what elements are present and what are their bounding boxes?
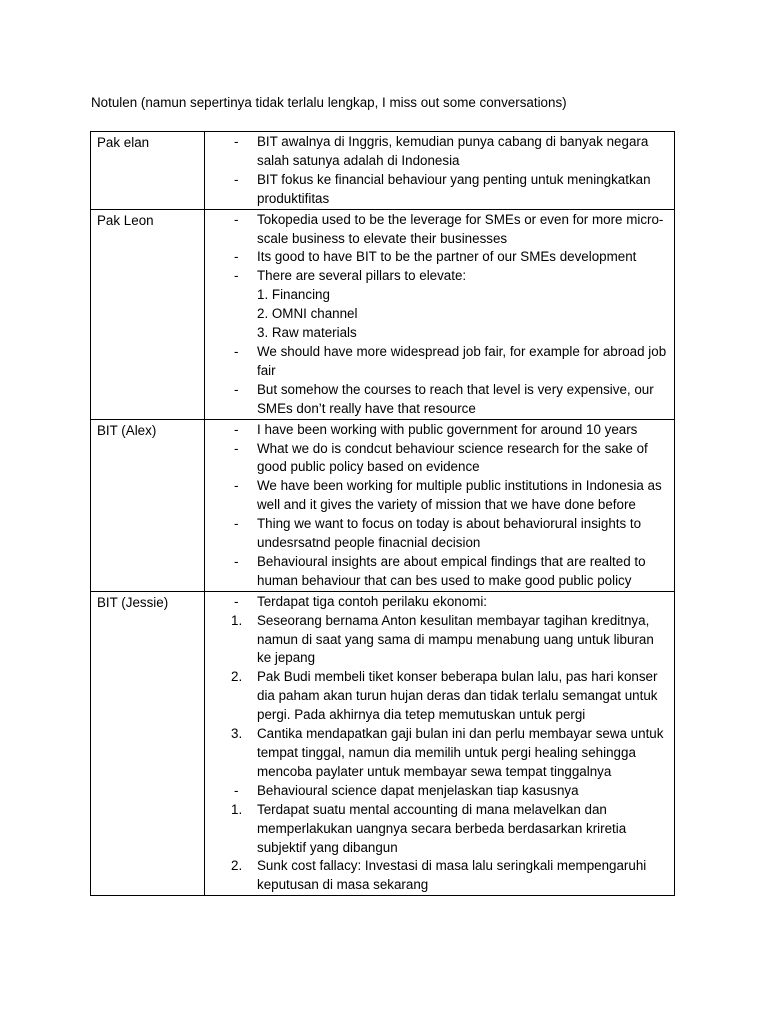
bullet-marker: - xyxy=(234,516,239,532)
list-item-text: But somehow the courses to reach that level is very expensive, our SMEs don’t really have that resource xyxy=(257,381,654,416)
list-item-text: Terdapat tiga contoh perilaku ekonomi: xyxy=(257,593,488,609)
list-item-text: I have been working with public government for around 10 years xyxy=(257,421,638,437)
list-item xyxy=(205,477,668,515)
list-item xyxy=(205,553,668,591)
bullet-marker: - xyxy=(234,421,239,437)
table-row xyxy=(91,209,675,419)
list-item xyxy=(205,612,668,669)
bullet-marker: - xyxy=(234,134,239,149)
list-item xyxy=(205,440,668,478)
list-item xyxy=(205,668,668,725)
bullet-marker: - xyxy=(234,782,239,798)
notes-cell xyxy=(205,132,675,210)
list-item-text: Its good to have BIT to be the partner of our SMEs development xyxy=(257,249,637,265)
list-item-text: Terdapat suatu mental accounting di mana melavelkan dan memperlakukan uangnya secara berbeda berdasarkan kriretia subjektif yang dibangun xyxy=(257,801,627,855)
list-item-text: There are several pillars to elevate: xyxy=(257,268,467,284)
bullet-marker: - xyxy=(234,249,239,265)
list-item xyxy=(205,133,668,171)
list-item xyxy=(205,211,668,249)
list-item xyxy=(205,801,668,858)
list-item-text: Tokopedia used to be the leverage for SMEs or even for more micro-scale business to elevate their businesses xyxy=(257,211,664,246)
list-item-text: We should have more widespread job fair, for example for abroad job fair xyxy=(257,343,667,378)
notes-cell xyxy=(205,419,675,591)
speaker-cell: BIT (Jessie) xyxy=(91,591,205,896)
speaker-cell: Pak Leon xyxy=(91,209,205,419)
list-item xyxy=(205,248,668,267)
speaker-cell: Pak elan xyxy=(91,132,205,210)
list-item-text: Behavioural insights are about empical findings that are realted to human behaviour that can bes used to make good public policy xyxy=(257,553,646,588)
number-marker: 2. xyxy=(231,669,243,685)
list-item xyxy=(205,267,668,286)
notes-table xyxy=(90,131,675,896)
bullet-marker: - xyxy=(234,211,239,227)
list-item xyxy=(205,381,668,419)
number-marker: 3. xyxy=(231,726,243,742)
list-item-text: Pak Budi membeli tiket konser beberapa bulan lalu, pas hari konser dia paham akan turun hujan deras dan tidak terlalu semangat untuk pergi. Pada akhirnya dia tetep memutuskan untuk pergi xyxy=(257,669,658,723)
list-item xyxy=(205,857,668,895)
bullet-marker: - xyxy=(234,593,239,609)
list-item-text: BIT fokus ke financial behaviour yang penting untuk meningkatkan produktifitas xyxy=(257,171,651,206)
notes-cell xyxy=(205,209,675,419)
list-item-text: Seseorang bernama Anton kesulitan membayar tagihan kreditnya, namun di saat yang sama di mampu menabung uang untuk liburan ke jepang xyxy=(257,612,654,666)
list-item xyxy=(205,171,668,209)
list-item-text: 2. OMNI channel xyxy=(257,306,358,322)
table-row xyxy=(91,591,675,896)
list-item xyxy=(205,515,668,553)
list-item-text: What we do is condcut behaviour science research for the sake of good public policy based on evidence xyxy=(257,440,648,475)
list-item xyxy=(205,782,668,801)
list-item-text: 1. Financing xyxy=(257,287,330,303)
number-marker: 1. xyxy=(231,612,243,628)
number-marker: 1. xyxy=(231,801,243,817)
list-item-text: Behavioural science dapat menjelaskan tiap kasusnya xyxy=(257,782,579,798)
table-row xyxy=(91,132,675,210)
notes-table-body xyxy=(91,132,675,896)
list-item xyxy=(205,725,668,782)
list-item xyxy=(205,286,668,305)
list-item xyxy=(205,324,668,343)
bullet-marker: - xyxy=(234,440,239,456)
bullet-marker: - xyxy=(234,553,239,569)
list-item xyxy=(205,343,668,381)
list-item-text: Thing we want to focus on today is about behaviorural insights to undesrsatnd people finacnial decision xyxy=(257,516,642,551)
bullet-marker: - xyxy=(234,343,239,359)
list-item-text: 3. Raw materials xyxy=(257,325,357,341)
bullet-marker: - xyxy=(234,268,239,284)
notes-cell xyxy=(205,591,675,896)
list-item-text: Cantika mendapatkan gaji bulan ini dan perlu membayar sewa untuk tempat tinggal, namun dia memilih untuk pergi healing sehingga mencoba paylater untuk membayar sewa tempat tinggalnya xyxy=(257,726,664,779)
list-item-text: Sunk cost fallacy: Investasi di masa lalu seringkali mempengaruhi keputusan di masa sekarang xyxy=(257,858,647,893)
bullet-marker: - xyxy=(234,171,239,187)
list-item-text: We have been working for multiple public institutions in Indonesia as well and it gives the variety of mission that we have done before xyxy=(257,478,662,513)
page-title: Notulen (namun sepertinya tidak terlalu lengkap, I miss out some conversations) xyxy=(91,95,567,110)
bullet-marker: - xyxy=(234,478,239,494)
list-item xyxy=(205,421,668,440)
table-row xyxy=(91,419,675,591)
bullet-marker: - xyxy=(234,381,239,397)
list-item xyxy=(205,305,668,324)
number-marker: 2. xyxy=(231,858,243,874)
list-item-text: BIT awalnya di Inggris, kemudian punya cabang di banyak negara salah satunya adalah di Indonesia xyxy=(257,134,649,168)
speaker-cell: BIT (Alex) xyxy=(91,419,205,591)
list-item xyxy=(205,593,668,612)
